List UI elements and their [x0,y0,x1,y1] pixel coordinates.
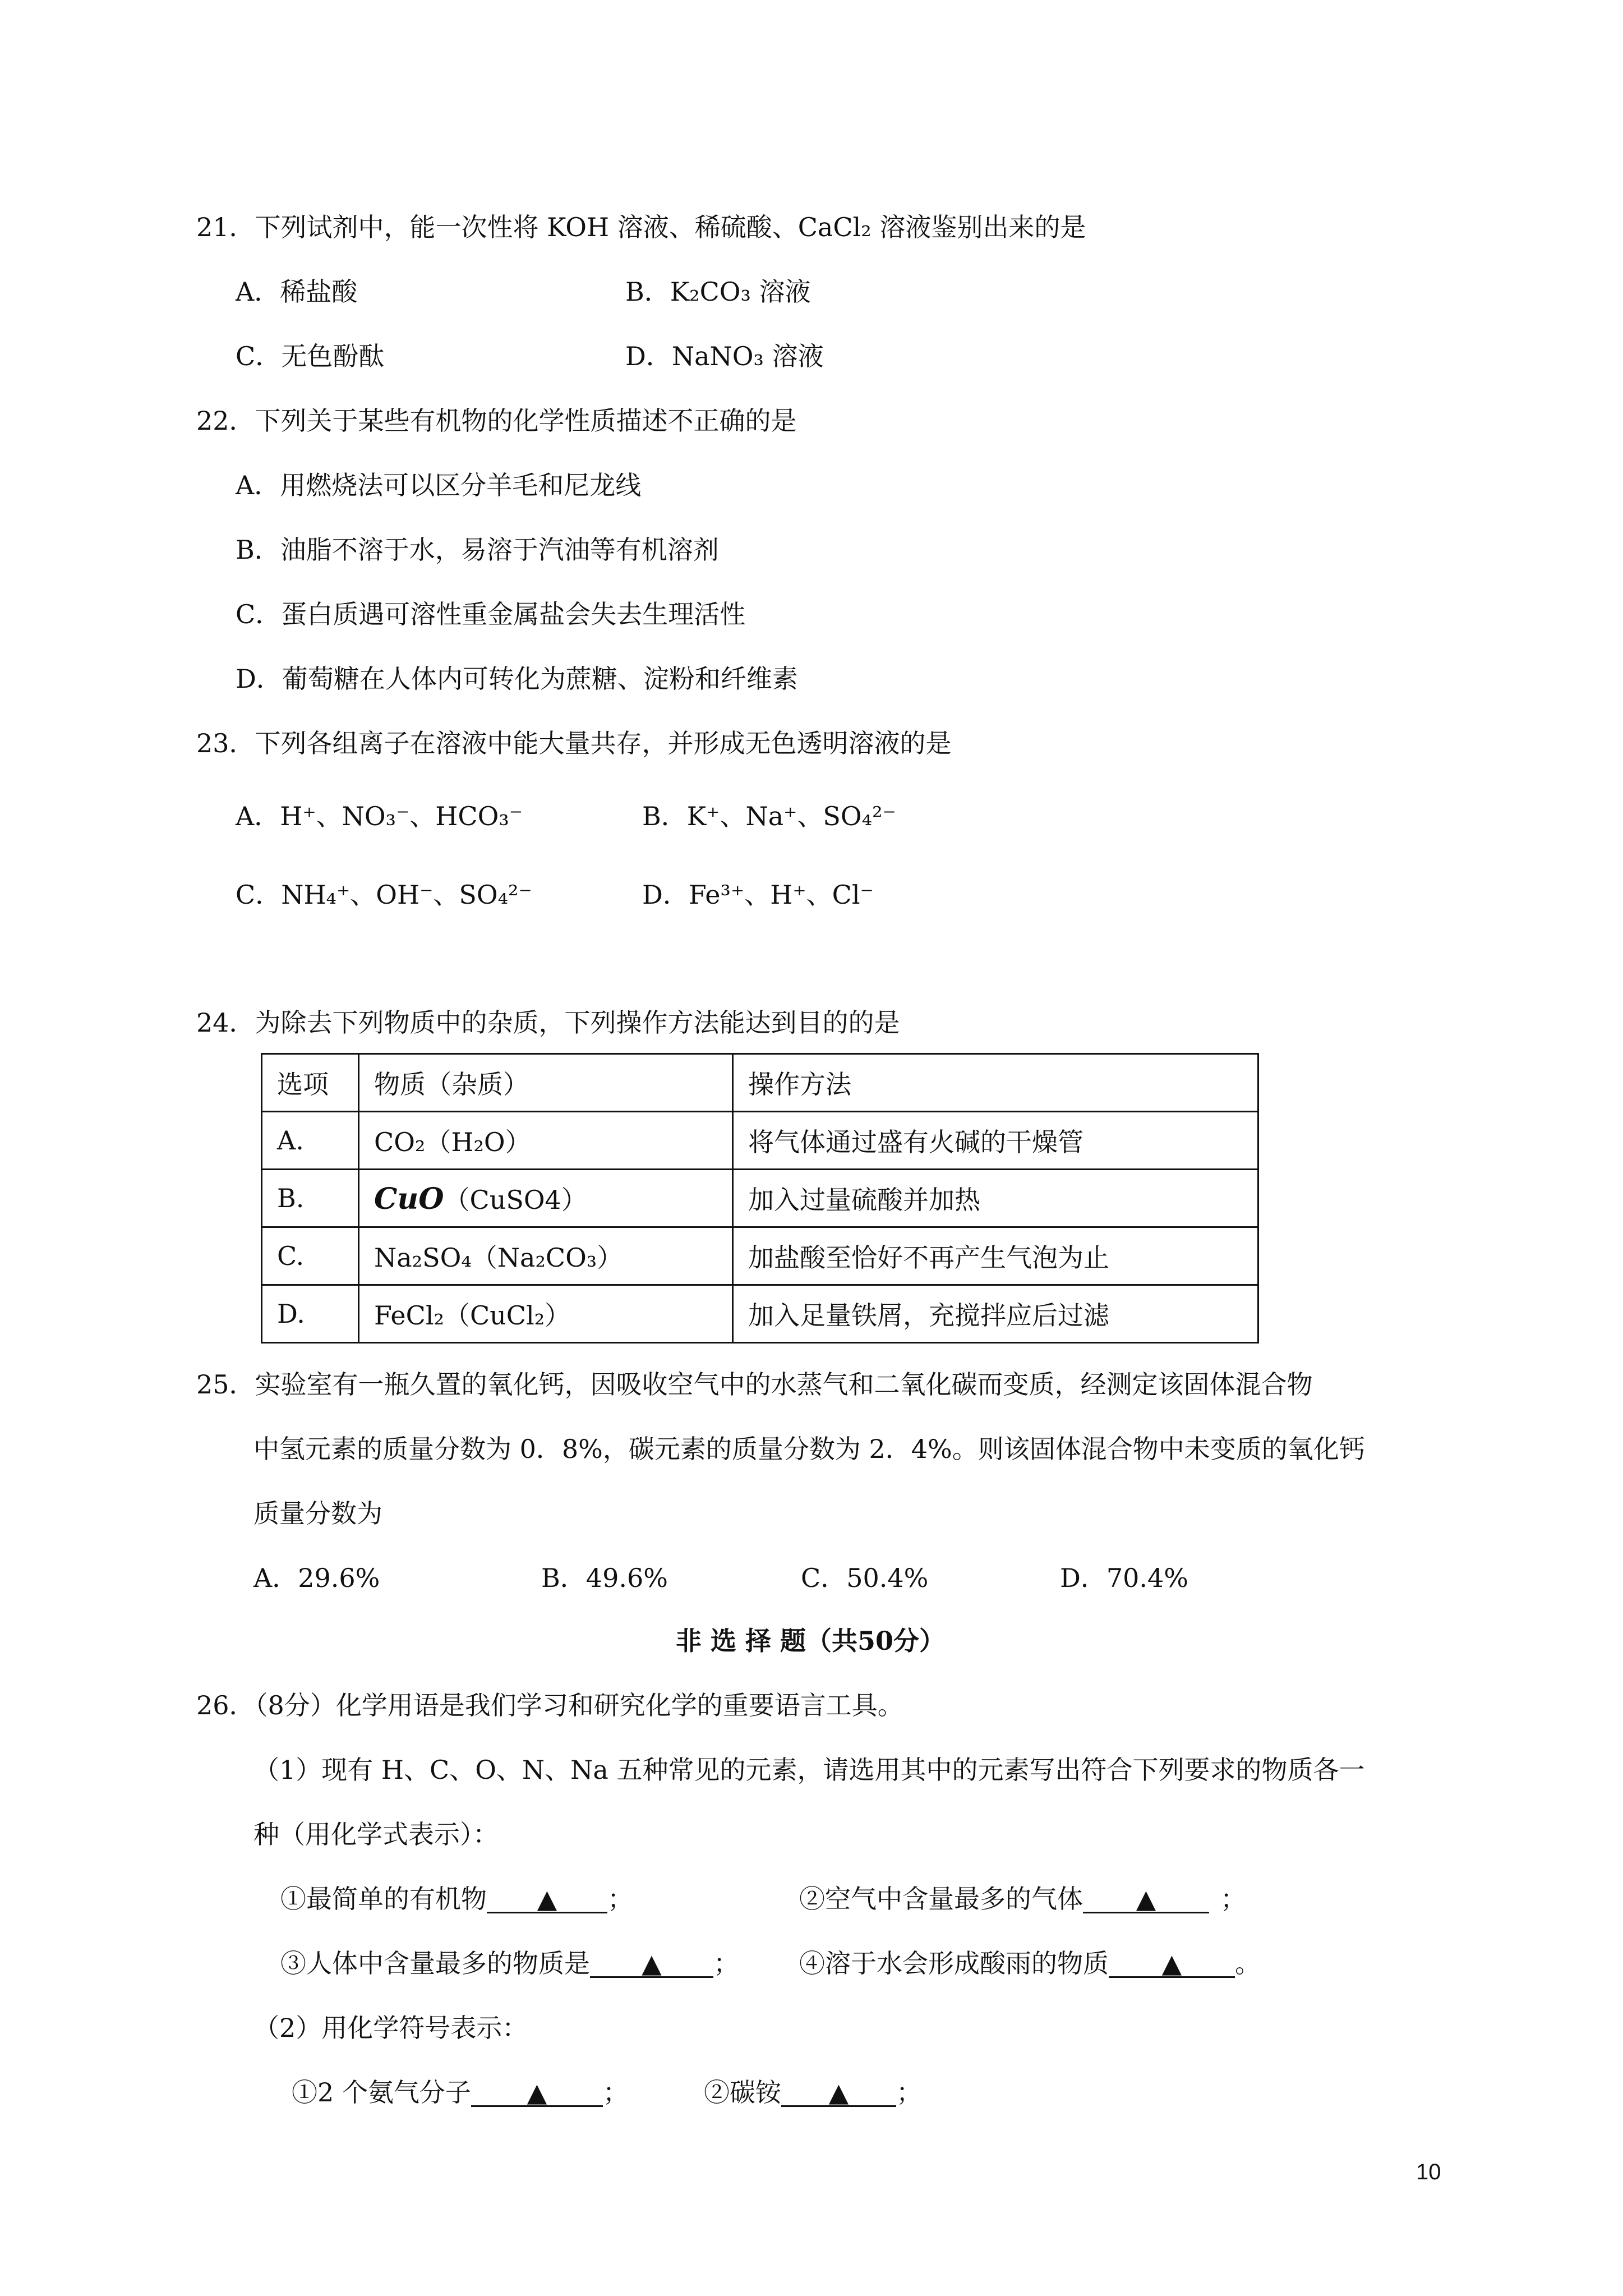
semicolon: ； [1220,1884,1246,1914]
q25-line-2: 中氢元素的质量分数为 0．8%，碳元素的质量分数为 2．4%。则该固体混合物中未变质的氧化钙 [253,1434,1365,1464]
row-option: B. [262,1170,359,1227]
row-option: A. [262,1112,359,1170]
q26-item-3 [280,1950,739,1978]
row-substance: Na₂SO₄（Na₂CO₃） [359,1227,733,1285]
item-label: ②空气中含量最多的气体 [799,1884,1083,1914]
q22-option-b: B．油脂不溶于水，易溶于汽油等有机溶剂 [236,535,719,565]
answer-blank[interactable] [487,1886,607,1913]
q26-item-4 [799,1950,1261,1978]
item-label: ①最简单的有机物 [280,1884,487,1914]
q21-option-a: A．稀盐酸 [236,277,358,307]
q26-stem: 26．（8分）化学用语是我们学习和研究化学的重要语言工具。 [196,1690,903,1720]
period: 。 [1235,1948,1261,1978]
table-row [262,1285,1258,1343]
q23-option-a: A．H⁺、NO₃⁻、HCO₃⁻ [236,801,523,831]
triangle-icon: ▲ [527,2077,547,2108]
answer-blank[interactable] [471,2079,603,2107]
row-option: D. [262,1285,359,1343]
semicolon: ； [896,2077,922,2108]
triangle-icon: ▲ [642,1948,662,1978]
q25-option-b: B．49.6% [541,1563,668,1593]
q22-stem: 22．下列关于某些有机物的化学性质描述不正确的是 [196,406,797,436]
row-substance: CO₂（H₂O） [359,1112,733,1170]
q24-table [261,1053,1259,1343]
table-row [262,1227,1258,1285]
semicolon: ； [607,1884,633,1914]
q21-stem: 21．下列试剂中，能一次性将 KOH 溶液、稀硫酸、CaCl₂ 溶液鉴别出来的是 [196,212,1086,242]
answer-blank[interactable] [781,2079,896,2107]
q21-option-d: D．NaNO₃ 溶液 [625,341,824,371]
triangle-icon: ▲ [1161,1948,1182,1978]
item-label: ③人体中含量最多的物质是 [280,1948,590,1978]
q21-option-c: C．无色酚酞 [236,341,385,371]
semicolon: ； [602,2077,629,2108]
row-substance-impurity: （CuSO4） [444,1185,587,1215]
row-method: 将气体通过盛有火碱的干燥管 [733,1112,1258,1170]
q25-option-c: C．50.4% [801,1563,929,1593]
item-label: ①2 个氨气分子 [292,2077,471,2108]
triangle-icon: ▲ [828,2077,849,2108]
header-substance: 物质（杂质） [359,1054,733,1112]
section-title: 非 选 择 题（共50分） [676,1626,946,1656]
q26-item-2 [799,1886,1246,1913]
page-number: 10 [1416,2160,1441,2184]
header-option: 选项 [262,1054,359,1112]
q26-item-1 [280,1886,633,1913]
q21-option-b: B．K₂CO₃ 溶液 [625,277,811,307]
q22-option-d: D．葡萄糖在人体内可转化为蔗糖、淀粉和纤维素 [236,664,798,694]
q23-option-d: D．Fe³⁺、H⁺、Cl⁻ [642,880,874,910]
row-method: 加入足量铁屑，充搅拌应后过滤 [733,1285,1258,1343]
triangle-icon: ▲ [1136,1884,1156,1914]
q26-part1-line-1: （1）现有 H、C、O、N、Na 五种常见的元素，请选用其中的元素写出符合下列要求的物质各一 [253,1755,1365,1785]
q26-part1-line-2: 种（用化学式表示）： [253,1819,499,1849]
table-header-row [262,1054,1258,1112]
q24-stem: 24．为除去下列物质中的杂质，下列操作方法能达到目的的是 [196,1007,900,1038]
table-row [262,1112,1258,1170]
table-row [262,1170,1258,1227]
answer-blank[interactable] [1083,1886,1209,1913]
row-method: 加入过量硫酸并加热 [733,1170,1258,1227]
row-substance [359,1170,733,1227]
q26-part2: （2）用化学符号表示： [253,2013,528,2043]
triangle-icon: ▲ [537,1884,557,1914]
semicolon: ； [713,1948,739,1978]
item-label: ②碳铵 [704,2077,781,2108]
q22-option-a: A．用燃烧法可以区分羊毛和尼龙线 [236,470,642,500]
answer-blank[interactable] [590,1950,713,1978]
row-substance: FeCl₂（CuCl₂） [359,1285,733,1343]
q25-line-1: 25．实验室有一瓶久置的氧化钙，因吸收空气中的水蒸气和二氧化碳而变质，经测定该固体混合物 [196,1369,1313,1400]
header-method: 操作方法 [733,1054,1258,1112]
answer-blank[interactable] [1109,1950,1235,1978]
q26-sub-item-1 [292,2079,629,2107]
q23-stem: 23．下列各组离子在溶液中能大量共存，并形成无色透明溶液的是 [196,728,952,758]
row-option: C. [262,1227,359,1285]
q25-option-a: A．29.6% [253,1563,380,1593]
row-method: 加盐酸至恰好不再产生气泡为止 [733,1227,1258,1285]
q25-line-3: 质量分数为 [253,1498,382,1529]
q25-option-d: D．70.4% [1060,1563,1189,1593]
q23-option-c: C．NH₄⁺、OH⁻、SO₄²⁻ [236,880,532,910]
item-label: ④溶于水会形成酸雨的物质 [799,1948,1109,1978]
q26-sub-item-2 [704,2079,922,2107]
q22-option-c: C．蛋白质遇可溶性重金属盐会失去生理活性 [236,599,746,629]
q23-option-b: B．K⁺、Na⁺、SO₄²⁻ [642,801,896,831]
cuo-formula: CuO [374,1182,444,1216]
